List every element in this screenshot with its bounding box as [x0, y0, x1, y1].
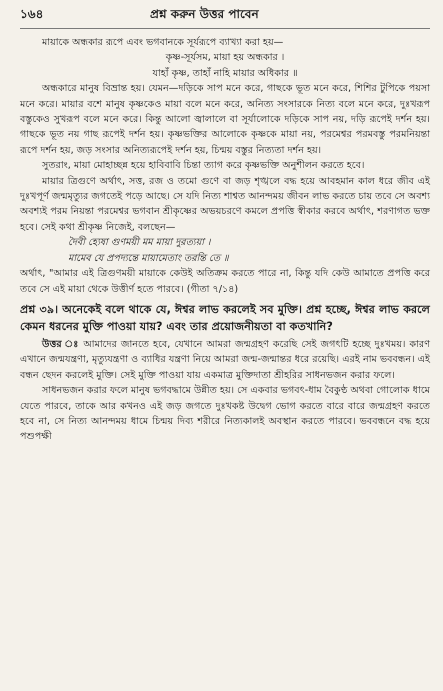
answer-label: উত্তর ঃ [42, 338, 80, 350]
verse-1-line-1: কৃষ্ণ-সূর্যসম, মায়া হয় অন্ধকার । [165, 52, 285, 64]
question-39: প্রশ্ন ৩৯। অনেকেই বলে থাকে যে, ঈশ্বর লাভ করলেই সব মুক্তি। প্রশ্ন হচ্ছে, ঈশ্বর লাভ করলে কেমন ধরনের মুক্তি পাওয়া যায়? এবং তার প্রয়োজনীয়তা বা কতখানি? [20, 302, 431, 333]
answer-paragraph [20, 337, 430, 383]
page-number: ১৬৪ [20, 7, 44, 21]
verse-1-line-2: যাহাঁ কৃষ্ণ, তাহাঁ নাহি মায়ার অধিকার ॥ [152, 67, 298, 79]
paragraph-therefore: সুতরাং, মায়া মোহাচ্ছন্ন হয়ে হাবিবাবি চিন্তা ত্যাগ করে কৃষ্ণভক্তি অনুশীলন করতে হবে। [42, 160, 365, 172]
verse-2-line-2: মামেব যে প্রপদ্যন্তে মায়ামেতাং তরন্তি তে ॥ [68, 252, 229, 264]
paragraph-gita-translation: অর্থাৎ, "আমার এই ত্রিগুণময়ী মায়াকে কেউই অতিক্রম করতে পারে না, কিন্তু যদি কেউ আমাতে প্রপত্তি করে তবে সে এই মায়া থেকে উত্তীর্ণ হতে পারবে। (গীতা ৭/১৪) [20, 268, 430, 295]
answer-text: আমাদের জানতে হবে, যেখানে আমরা জন্মগ্রহণ করেছি সেই জগৎটি হচ্ছে দুঃখময়। কারণ এখানে জন্মযন্ত্রণা, মৃত্যুযন্ত্রণা ও ব্যাধির যন্ত্রণা নিয়ে আমরা জন্ম-জন্মান্তর ধরে রয়েছি। এরই নাম ভববন্ধন। এই বন্ধন ছেদন করলেই মুক্তি। সেই মুক্তি পাওয়া যায় একমাত্র মুক্তিদাতা শ্রীহরির সাধনভজন করার ফলে। [20, 338, 430, 381]
paragraph-three-modes: মায়ার ত্রিগুণে অর্থাৎ, সত্ত, রজ ও তমো গুণে বা জড় শৃঙ্খলে বদ্ধ হয়ে আবহমান কাল ধরে জীব এই দুঃখপূর্ণ জন্মমৃত্যুর জগতেই পড়ে আছে। সে যদি নিত্য শাশ্বত আনন্দময় জীবন লাভ করতে চায় তবে সে অবশ্য অবশ্যই পরম নিয়ন্তা পরমেশ্বর ভগবান শ্রীকৃষ্ণের অভয়চরণে কমলে প্রপত্তি স্বীকার করবে অর্থাৎ, শরণাগত ভক্ত হবে। সেই কথা শ্রীকৃষ্ণ নিজেই, বলছেন— [20, 175, 430, 233]
running-title: প্রশ্ন করুন উত্তর পাবেন [150, 7, 259, 21]
intro-line: মায়াকে অন্ধকার রূপে এবং ভগবানকে সূর্যরূপে ব্যাখ্যা করা হয়— [42, 37, 284, 48]
paragraph-devotion: সাধনভজন করার ফলে মানুষ ভগবদ্ধামে উন্নীত হয়। সে একবার ভগবৎ-ধাম বৈকুণ্ঠ অথবা গোলোক ধামে যেতে পারবে, তাকে আর কখনও এই জড় জগতে দুঃখকষ্ট উদ্বেগ ভোগ করতে বারে বারে জন্মগ্রহণ করতে হবে না, সে নিত্য আনন্দময় ধামে চিন্ময় দিব্য শরীরে নিত্যকালই অবস্থান করতে পারবে। ভববন্ধনে বদ্ধ হয়ে পশুপক্ষী [20, 385, 430, 443]
paragraph-darkness: অন্ধকারে মানুষ বিভ্রান্ত হয়। যেমন—দড়িকে সাপ মনে করে, গাছকে ভূত মনে করে, শিশির টুপিকে পয়সা মনে করে। মায়ার বশে মানুষ কৃষ্ণকেও মায়া বলে মনে করে, অনিত্য সংসারকে নিত্য বলে মনে করে, দুঃখরূপ বস্তুকেও সুখরূপ বলে মনে করে। কিন্তু আলো জ্বালালে বা সূর্যালোকে দড়িকে সাপ নয়, দড়ি রূপেই দর্শন হয়। গাছকে ভূত নয় গাছ রূপেই দর্শন হয়। কৃষ্ণভক্তির আলোকে কৃষ্ণকে মায়া নয়, পরমেশ্বর পরমবস্তু পরমনিয়ন্তা রূপে দর্শন হয়, জড় সংসার অনিত্যরূপেই দর্শন হয়, চিন্ময় বস্তুর নিত্যতা দর্শন হয়। [20, 83, 430, 156]
verse-2-line-1: দৈবী হ্যেষা গুণময়ী মম মায়া দুরত্যয়া । [68, 237, 211, 249]
page-header [20, 6, 430, 29]
